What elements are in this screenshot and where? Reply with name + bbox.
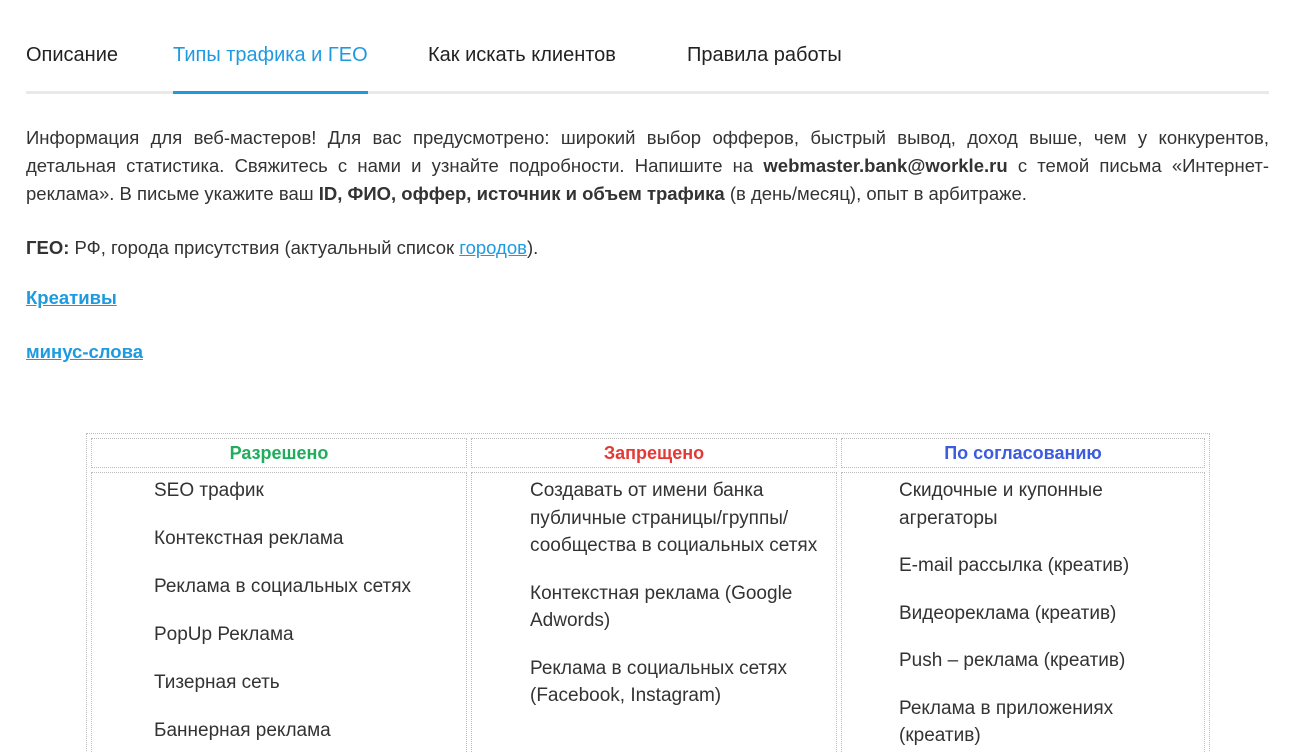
- intro-paragraph: [26, 124, 1269, 208]
- agreement-column: [841, 434, 1205, 752]
- list-item: SEO трафик: [154, 480, 264, 501]
- geo-text: РФ, города присутствия (актуальный список: [69, 237, 460, 258]
- geo-suffix: ).: [526, 237, 539, 258]
- forbidden-column: [471, 434, 837, 752]
- list-item: Видеореклама (креатив): [899, 602, 1117, 624]
- agreement-cell: [841, 472, 1205, 752]
- tab-find-clients[interactable]: Как искать клиентов: [428, 44, 616, 66]
- list-item: PopUp Реклама: [154, 624, 294, 645]
- list-item: Push – реклама (креатив): [899, 650, 1126, 671]
- list-item: Реклама в социальных сетях (Facebook, Instagram): [530, 657, 788, 706]
- tab-content: [26, 124, 1269, 366]
- agreement-header: По согласованию: [841, 438, 1205, 468]
- contact-email: webmaster.bank@workle.ru: [763, 155, 1008, 176]
- list-item: Реклама в приложениях (креатив): [899, 697, 1114, 746]
- allowed-cell: [91, 472, 467, 752]
- minus-words-link[interactable]: минус-слова: [26, 341, 144, 362]
- forbidden-cell: [471, 472, 837, 752]
- geo-label: ГЕО:: [26, 237, 70, 258]
- list-item: Контекстная реклама (Google Adwords): [530, 582, 793, 631]
- creatives-link[interactable]: Креативы: [26, 287, 117, 308]
- forbidden-header: Запрещено: [471, 438, 837, 468]
- intro-text-1: Информация для веб-мастеров! Для вас предусмотрено: широкий выбор офферов, быстрый вывод, доход выше, чем у конкурентов, детальная статистика. Свяжитесь с нами и узнайте подробности. Напишите на: [26, 127, 1269, 176]
- list-item: E-mail рассылка (креатив): [899, 555, 1130, 576]
- allowed-column: [91, 434, 467, 752]
- list-item: Скидочные и купонные агрегаторы: [899, 480, 1103, 529]
- tab-traffic-geo[interactable]: Типы трафика и ГЕО: [173, 44, 368, 94]
- allowed-header: Разрешено: [91, 438, 467, 468]
- list-item: Контекстная реклама: [154, 528, 344, 549]
- intro-text-3: (в день/месяц), опыт в арбитраже.: [724, 183, 1027, 204]
- traffic-rules-table: [86, 433, 1210, 752]
- list-item: Баннерная реклама: [154, 720, 331, 741]
- intro-text-2: с темой письма «Интернет-реклама». В письме укажите ваш: [26, 155, 1270, 204]
- geo-line: [26, 234, 1269, 262]
- list-item: Реклама в социальных сетях: [154, 576, 412, 597]
- cities-link[interactable]: городов: [459, 237, 527, 258]
- tab-description[interactable]: Описание: [26, 44, 119, 66]
- required-fields: ID, ФИО, оффер, источник и объем трафика: [318, 183, 725, 204]
- list-item: Тизерная сеть: [154, 672, 280, 693]
- tabs-bar: [26, 0, 1269, 94]
- tab-work-rules[interactable]: Правила работы: [687, 44, 842, 66]
- list-item: Создавать от имени банка публичные страницы/группы/ сообщества в социальных сетях: [530, 480, 818, 556]
